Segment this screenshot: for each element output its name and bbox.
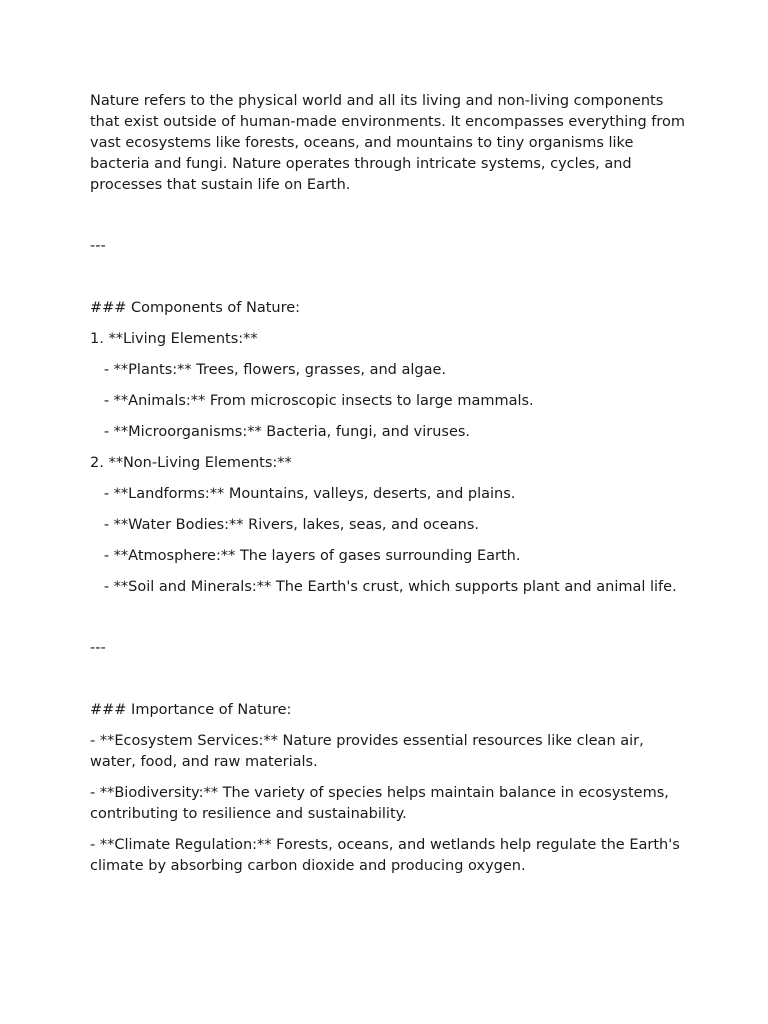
list-item-ecosystem-services: - **Ecosystem Services:** Nature provides essential resources like clean air, water, food, and raw materials. xyxy=(90,733,649,770)
list-item-animals: - **Animals:** From microscopic insects to large mammals. xyxy=(90,393,534,409)
section-heading-importance: ### Importance of Nature: xyxy=(90,702,292,718)
list-item-plants: - **Plants:** Trees, flowers, grasses, and algae. xyxy=(90,362,447,378)
divider: --- xyxy=(90,640,106,656)
list-item-microorganisms: - **Microorganisms:** Bacteria, fungi, and viruses. xyxy=(90,424,471,440)
list-item-soil-minerals: - **Soil and Minerals:** The Earth's crust, which supports plant and animal life. xyxy=(90,579,677,595)
divider: --- xyxy=(90,238,106,254)
document-page xyxy=(90,91,690,887)
list-item-atmosphere: - **Atmosphere:** The layers of gases surrounding Earth. xyxy=(90,548,521,564)
list-item-water-bodies: - **Water Bodies:** Rivers, lakes, seas, and oceans. xyxy=(90,517,480,533)
section-heading-components: ### Components of Nature: xyxy=(90,300,301,316)
list-item-landforms: - **Landforms:** Mountains, valleys, deserts, and plains. xyxy=(90,486,516,502)
intro-paragraph: Nature refers to the physical world and all its living and non-living components that exist outside of human-made environments. It encompasses everything from vast ecosystems like forests, oceans, and mountains to tiny organisms like bacteria and fungi. Nature operates through intricate systems, cycles, and processes that sustain life on Earth. xyxy=(90,93,690,193)
list-item-climate-regulation: - **Climate Regulation:** Forests, oceans, and wetlands help regulate the Earth's climate by absorbing carbon dioxide and producing oxygen. xyxy=(90,837,685,874)
list-item-non-living-elements: 2. **Non-Living Elements:** xyxy=(90,455,292,471)
list-item-biodiversity: - **Biodiversity:** The variety of species helps maintain balance in ecosystems, contributing to resilience and sustainability. xyxy=(90,785,674,822)
list-item-living-elements: 1. **Living Elements:** xyxy=(90,331,258,347)
